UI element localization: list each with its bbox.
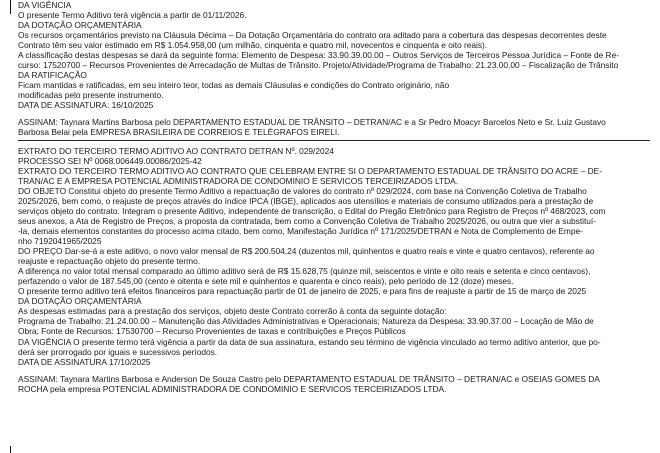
- block1-line: Os recursos orçamentários previsto na Cláusula Décima – Da Dotação Orçamentária do contrato ora aditado para a cobertura das despesas decorrentes deste: [18, 30, 607, 41]
- block1-signatures: [18, 117, 650, 137]
- block2-line: Programa de Trabalho: 21.24.00.00 – Manutenção das Atividades Administrativas e Operacionais; Natureza da Despesa: 33.90.37.00 – Locação de Mão de: [18, 316, 594, 327]
- block2-signature-line: ROCHA pela empresa POTENCIAL ADMINISTRADORA DE CONDOMINIO E SERVICOS TERCEIRIZADOS LTDA.: [18, 383, 447, 394]
- block2-line: 2025/2026, bem como, o reajuste de preços através do índice IPCA (IBGE), aplicados aos utensílios e materiais de consumo utilizados para a prestação de: [18, 195, 594, 206]
- block2-line: DA DOTAÇÃO ORÇAMENTÁRIA: [18, 296, 142, 307]
- block2-signatures: [18, 374, 650, 394]
- block2-line: TRAN/AC E A EMPRESA POTENCIAL ADMINISTRADORA DE CONDOMINIO E SERVICOS TERCEIRIZADOS LTDA.: [18, 175, 459, 186]
- block2-signature-line: ASSINAM: Taynara Martins Barbosa e Anderson De Souza Castro pelo DEPARTAMENTO ESTADUAL DE TRÂNSITO – DETRAN/AC e OSEIAS GOMES DA: [18, 373, 600, 384]
- block1-signature-line: Barbosa Belai pela EMPRESA BRASILEIRA DE CORREIOS E TELÉGRAFOS EIRELI.: [18, 126, 340, 137]
- left-edge-line-bottom: [10, 446, 11, 453]
- block1-line: Contrato têm seu valor estimado em R$ 1.054.958,00 (um milhão, cinquenta e quatro mil, novecentos e cinquenta e oito reais).: [18, 40, 488, 51]
- block2-line: A diferença no valor total mensal comparado ao último aditivo será de R$ 15.628,75 (quinze mil, seiscentos e vinte e oito reais e setenta e cinco centavos),: [18, 266, 591, 277]
- block1-line: Ficam mantidas e ratificadas, em seu inteiro teor, todas as demais Cláusulas e condições do Contrato originário, não: [18, 80, 450, 91]
- block2-line: nho 7192041965/2025: [18, 236, 102, 247]
- block1-line: modificadas pelo presente instrumento.: [18, 90, 164, 101]
- block1-line: A classificação destas despesas se dará da seguinte forma: Elemento de Despesa: 33.90.39.00.00 – Outros Serviços de Terceiros Pessoa Jurídica – Fonte de Re-: [18, 50, 619, 61]
- block2-body: [18, 146, 650, 367]
- block2-line: DO PREÇO Dar-se-á a este aditivo, o novo valor mensal de R$ 200.504,24 (duzentos mil, quinhentos e quatro reais e vinte e quatro centavos), referente ao: [18, 246, 595, 257]
- block2-line: reajuste e repactuação objeto do presente termo.: [18, 256, 201, 267]
- block1-line: DA RATIFICAÇÃO: [18, 70, 87, 81]
- block2-line: As despesas estimadas para a prestação dos serviços, objeto deste Contrato correrão à conta da seguinte dotação:: [18, 306, 447, 317]
- block2-title: EXTRATO DO TERCEIRO TERMO ADITIVO AO CONTRATO DETRAN Nº. 029/2024: [18, 145, 334, 156]
- block2-process-number: PROCESSO SEI Nº 0068.006449.00086/2025-42: [18, 155, 202, 166]
- block1-line: curso: 17520700 – Recursos Provenientes de Arrecadação de Multas de Trânsito. Projeto/Atividade/Programa de Trabalho: 21.23.00.00 – Fiscalização de Trânsito: [18, 60, 619, 71]
- block1-signature-line: ASSINAM: Taynara Martins Barbosa pelo DEPARTAMENTO ESTADUAL DE TRÂNSITO – DETRAN/AC e a Sr Pedro Moacyr Barcelos Neto e Sr. Luiz Gustavo: [18, 116, 606, 127]
- block2-line: Obra; Fonte de Recursos: 17530700 – Recurso Provenientes de taxas e contribuições e Preços Públicos: [18, 326, 406, 337]
- block2-line: seus anexos, a Ata de Registro de Preços, a proposta da contratada, bem como a Convenção Coletiva de Trabalho 2025/2026, ou outra que vier a substituí-: [18, 215, 597, 226]
- block2-line: -la, demais elementos constantes do processo acima citado, bem como, Manifestação Jurídica nº 171/2025/DETRAN e Nota de Complemento de Empe-: [18, 225, 583, 236]
- block2-line: perfazendo o valor de 187.545,00 (cento e oitenta e sete mil e quinhentos e quarenta e cinco reais), pelo período de 12 (doze) meses.: [18, 276, 514, 287]
- block1-line: DA VIGÊNCIA: [18, 0, 72, 10]
- block2-line: O presente termo aditivo terá efeitos financeiros para repactuação partir de 01 de janeiro de 2025, e para fins de reajuste a partir de 15 de março de 2025: [18, 286, 587, 297]
- left-edge-line-top: [10, 0, 11, 14]
- block2-line: DO OBJETO Constitui objeto do presente Termo Aditivo a repactuação de valores do contrato nº 029/2024, com base na Convenção Coletiva de Trabalho: [18, 185, 587, 196]
- block2-line: DA VIGÊNCIA O presente termo terá vigência a partir da data de sua assinatura, estando seu término de vigência vinculado ao termo aditivo anterior, que po-: [18, 336, 601, 347]
- block2-line: serviços objeto do contrato. Integram o presente Aditivo, independente de transcrição, o Edital do Pregão Eletrônico para Registro de Preços nº 468/2023, com: [18, 205, 606, 216]
- block1-line: DATA DE ASSINATURA: 16/10/2025: [18, 100, 154, 111]
- block1-body: [18, 0, 650, 111]
- block2-line: EXTRATO DO TERCEIRO TERMO ADITIVO AO CONTRATO QUE CELEBRAM ENTRE SI O DEPARTAMENTO ESTADUAL DE TRÂNSITO DO ACRE – DE-: [18, 165, 603, 176]
- block2-line: DATA DE ASSINATURA 17/10/2025: [18, 356, 151, 367]
- block1-line: O presente Termo Aditivo terá vigência a partir de 01/11/2026.: [18, 10, 247, 21]
- block1-line: DA DOTAÇÃO ORÇAMENTÁRIA: [18, 20, 142, 31]
- block2-line: derá ser prorrogado por iguais e sucessivos períodos.: [18, 346, 218, 357]
